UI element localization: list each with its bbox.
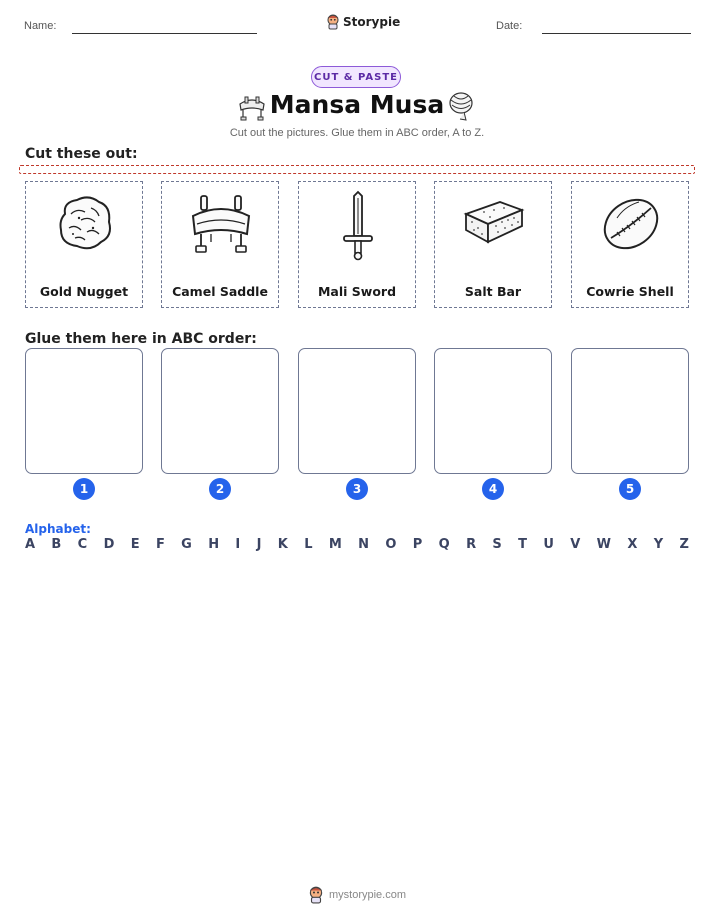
storypie-mascot-icon [326,14,340,30]
alphabet-letter: K [277,537,288,552]
alphabet-letter: W [596,537,612,552]
number-badge-5: 5 [619,478,641,500]
name-label: Name: [24,20,57,32]
sword-icon [324,190,392,262]
storypie-mascot-icon [308,886,324,904]
glue-heading: Glue them here in ABC order: [25,331,257,347]
cut-card-mali-sword[interactable] [298,181,416,308]
instructions: Cut out the pictures. Glue them in ABC order, A to Z. [229,127,485,139]
card-label: Salt Bar [464,284,522,299]
alphabet-letter: E [130,537,140,552]
camel-saddle-icon [187,190,255,260]
number-badge-4: 4 [482,478,504,500]
alphabet-letter: J [256,537,262,552]
alphabet-letter: Q [438,537,450,552]
cut-paste-badge: CUT & PASTE [311,66,401,88]
alphabet-letter: R [466,537,477,552]
alphabet-letter: N [358,537,370,552]
glue-box-5[interactable] [571,348,689,474]
card-label: Gold Nugget [39,284,129,299]
alphabet-label: Alphabet: [25,522,91,536]
number-badge-3: 3 [346,478,368,500]
alphabet-letter: U [543,537,554,552]
glue-box-1[interactable] [25,348,143,474]
gold-nugget-icon [51,190,119,258]
alphabet-letter: P [412,537,423,552]
footer [0,886,714,904]
cowrie-shell-icon [597,190,665,258]
cut-card-gold-nugget[interactable] [25,181,143,308]
number-badge-1: 1 [73,478,95,500]
alphabet-letter: Y [653,537,664,552]
alphabet-letter: A [25,537,36,552]
cut-heading: Cut these out: [25,146,138,162]
glue-box-2[interactable] [161,348,279,474]
date-label: Date: [496,20,523,32]
alphabet-letter: V [570,537,581,552]
brand-logo [326,14,400,30]
glue-box-4[interactable] [434,348,552,474]
brand-name: Storypie [343,15,401,29]
turban-decoration-icon [446,90,476,122]
alphabet-row [25,537,689,552]
alphabet-letter: H [208,537,220,552]
alphabet-letter: M [328,537,342,552]
footer-url[interactable]: mystorypie.com [328,889,407,901]
salt-bar-icon [460,190,528,258]
glue-box-3[interactable] [298,348,416,474]
alphabet-letter: G [181,537,192,552]
alphabet-letter: O [385,537,397,552]
cut-card-camel-saddle[interactable] [161,181,279,308]
alphabet-letter: T [518,537,528,552]
alphabet-letter: D [103,537,115,552]
cut-line [19,165,695,174]
cut-card-cowrie-shell[interactable] [571,181,689,308]
card-label: Cowrie Shell [586,284,674,299]
alphabet-letter: F [155,537,165,552]
alphabet-letter: S [492,537,502,552]
alphabet-letter: L [304,537,313,552]
alphabet-letter: Z [679,537,689,552]
page-title: Mansa Musa [269,90,445,119]
card-label: Mali Sword [317,284,397,299]
alphabet-letter: I [235,537,241,552]
date-line[interactable] [542,33,691,34]
alphabet-letter: X [627,537,638,552]
card-label: Camel Saddle [172,284,268,299]
alphabet-letter: C [77,537,88,552]
cut-card-salt-bar[interactable] [434,181,552,308]
number-badge-2: 2 [209,478,231,500]
alphabet-letter: B [51,537,62,552]
name-line[interactable] [72,33,257,34]
